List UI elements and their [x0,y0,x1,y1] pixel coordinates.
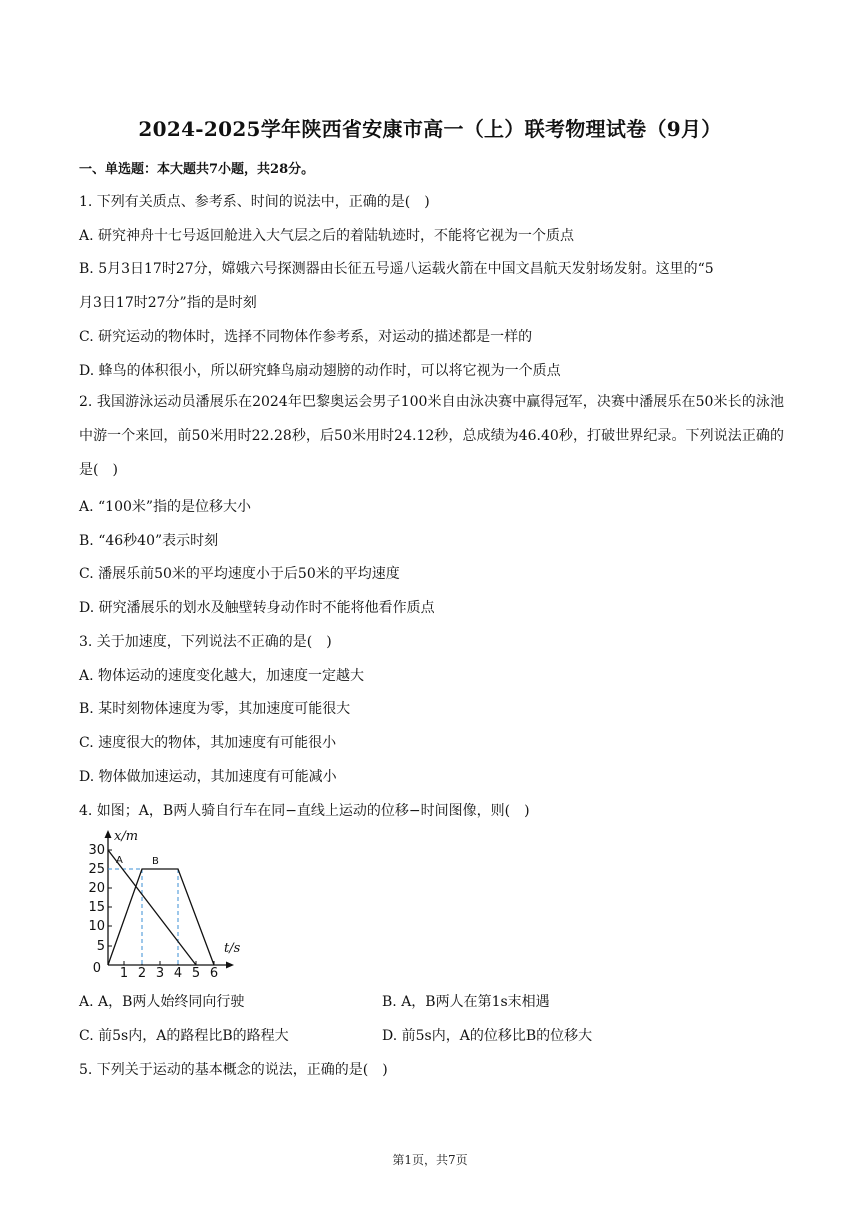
q3-option-d: D. 物体做加速运动，其加速度有可能减小 [79,769,337,785]
q3-option-a: A. 物体运动的速度变化越大，加速度一定越大 [79,668,365,684]
q1-option-d: D. 蜂鸟的体积很小，所以研究蜂鸟扇动翅膀的动作时，可以将它视为一个质点 [79,363,561,379]
q4-option-a: A. A，B两人始终同向行驶 [79,994,245,1010]
guide-lines [108,869,178,965]
line-a [108,850,196,965]
q4-option-c: C. 前5s内，A的路程比B的路程大 [79,1028,289,1044]
q3-option-b: B. 某时刻物体速度为零，其加速度可能很大 [79,701,351,717]
q1-option-b-line1: B. 5月3日17时27分，嫦娥六号探测器由长征五号遥八运载火箭在中国文昌航天发射场发射。这里的“5 [79,261,714,277]
q1-option-a: A. 研究神舟十七号返回舱进入大气层之后的着陆轨迹时，不能将它视为一个质点 [79,228,575,244]
y-tick-label: 25 [88,862,105,877]
x-tick-label: 1 [119,966,129,978]
q4-option-b: B. A，B两人在第1s末相遇 [382,994,550,1010]
y-tick-label: 30 [88,843,105,858]
q3-option-c: C. 速度很大的物体，其加速度有可能很小 [79,735,337,751]
q2-option-c: C. 潘展乐前50米的平均速度小于后50米的平均速度 [79,566,400,582]
q1-option-c: C. 研究运动的物体时，选择不同物体作参考系，对运动的描述都是一样的 [79,329,533,345]
y-tick-labels [88,843,105,954]
x-tick-label: 2 [137,966,147,978]
label-a: A [116,855,123,866]
y-tick-label: 15 [88,900,105,915]
y-tick-label: 20 [88,881,105,896]
q5-stem: 5. 下列关于运动的基本概念的说法，正确的是( ) [79,1062,388,1078]
q2-option-d: D. 研究潘展乐的划水及触壁转身动作时不能将他看作质点 [79,600,435,616]
x-tick-label: 3 [155,966,165,978]
section-heading: 一、单选题：本大题共7小题，共28分。 [79,162,315,177]
q2-stem: 2. 我国游泳运动员潘展乐在2024年巴黎奥运会男子100米自由泳决赛中赢得冠军，决赛中潘展乐在50米长的泳池中游一个来回，前50米用时22.28秒，后50米用时24.12秒，总成绩为46.40秒，打破世界纪录。下列说法正确的是( ) [79,394,784,478]
label-b: B [152,856,159,867]
y-axis-arrow-icon [105,830,112,838]
y-axis-label: x/m [114,829,139,844]
x-axis-label: t/s [224,941,241,956]
x-tick-labels [120,966,218,978]
y-tick-label: 10 [88,919,105,934]
q1-stem: 1. 下列有关质点、参考系、时间的说法中，正确的是( ) [79,194,430,210]
y-tick-label: 5 [96,939,105,954]
q2-option-a: A. “100米”指的是位移大小 [79,499,252,515]
x-tick-label: 6 [209,966,219,978]
line-b [108,869,214,965]
position-time-graph [88,826,248,978]
x-tick-label: 4 [173,966,183,978]
q4-stem: 4. 如图；A，B两人骑自行车在同−直线上运动的位移−时间图像，则( ) [79,803,530,819]
exam-title: 2024-2025学年陕西省安康市高一（上）联考物理试卷（9月） [138,117,722,141]
q2-option-b: B. “46秒40”表示时刻 [79,533,219,549]
q1-option-b-line2: 月3日17时27分”指的是时刻 [79,295,257,311]
origin-label: 0 [92,961,101,976]
q4-option-d: D. 前5s内，A的位移比B的位移大 [382,1028,593,1044]
x-axis-arrow-icon [226,962,234,969]
page-footer: 第1页，共7页 [392,1153,468,1167]
x-tick-label: 5 [191,966,201,978]
q3-stem: 3. 关于加速度，下列说法不正确的是( ) [79,634,332,650]
